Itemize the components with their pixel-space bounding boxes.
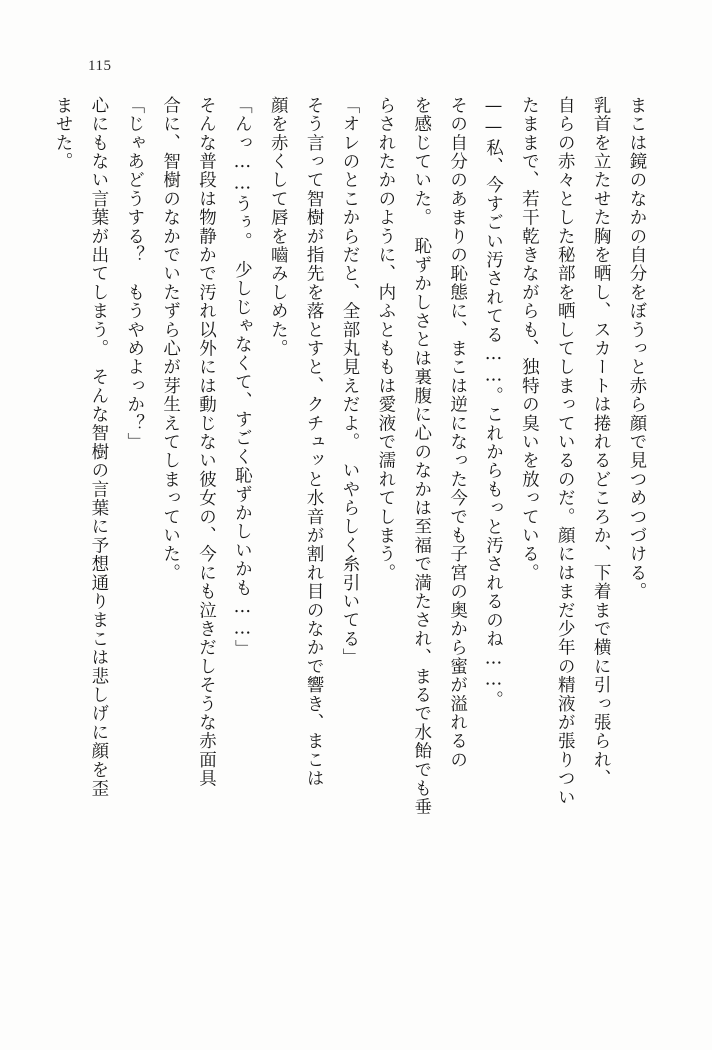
paragraph: 「オレのとこからだと、全部丸見えだよ。 いやらしく糸引いてる」 bbox=[340, 96, 360, 667]
paragraph: たままで、若干乾きながらも、独特の臭いを放っている。 bbox=[519, 96, 540, 583]
paragraph: ——私、今すごい汚されてる……。これからもっと汚されるのね……。 bbox=[483, 96, 504, 710]
paragraph: その自分のあまりの恥態に、まこは逆になった今でも子宮の奥から蜜が溢れるの bbox=[447, 96, 468, 770]
paragraph: 自らの赤々とした秘部を晒してしまっているのだ。顔にはまだ少年の精液が張りつい bbox=[555, 96, 576, 807]
paragraph: 心にもない言葉が出てしまう。 そんな智樹の言葉に予想通りまこは悲しげに顔を歪 bbox=[88, 96, 109, 798]
paragraph: 乳首を立たせた胸を晒し、スカートは捲れるどころか、下着まで横に引っ張られ、 bbox=[591, 96, 612, 788]
paragraph: らされたかのように、内ふとももは愛液で濡れてしまう。 bbox=[375, 96, 396, 583]
paragraph: まこは鏡のなかの自分をぼうっと赤ら顔で見つめつづける。 bbox=[627, 96, 647, 601]
body-text bbox=[52, 96, 654, 992]
paragraph: そんな普段は物静かで汚れ以外には動じない彼女の、今にも泣きだしそうな赤面具 bbox=[196, 96, 217, 788]
page-number: 115 bbox=[88, 58, 112, 74]
paragraph: 「じゃあどうする？ もうやめよっか？」 bbox=[124, 96, 145, 452]
paragraph: ませた。 bbox=[53, 96, 73, 171]
paragraph: そう言って智樹が指先を落とすと、クチュッと水音が割れ目のなかで響き、まこは bbox=[304, 96, 325, 788]
paragraph: 「んっ……うぅ。 少しじゃなくて、すごく恥ずかしいかも……」 bbox=[232, 96, 253, 659]
paragraph: 合に、智樹のなかでいたずら心が芽生えてしまっていた。 bbox=[160, 96, 181, 583]
paragraph: を感じていた。 恥ずかしさとは裏腹に心のなかは至福で満たされ、まるで水飴でも垂 bbox=[411, 96, 432, 817]
paragraph: 顔を赤くして唇を嚙みしめた。 bbox=[268, 96, 289, 358]
